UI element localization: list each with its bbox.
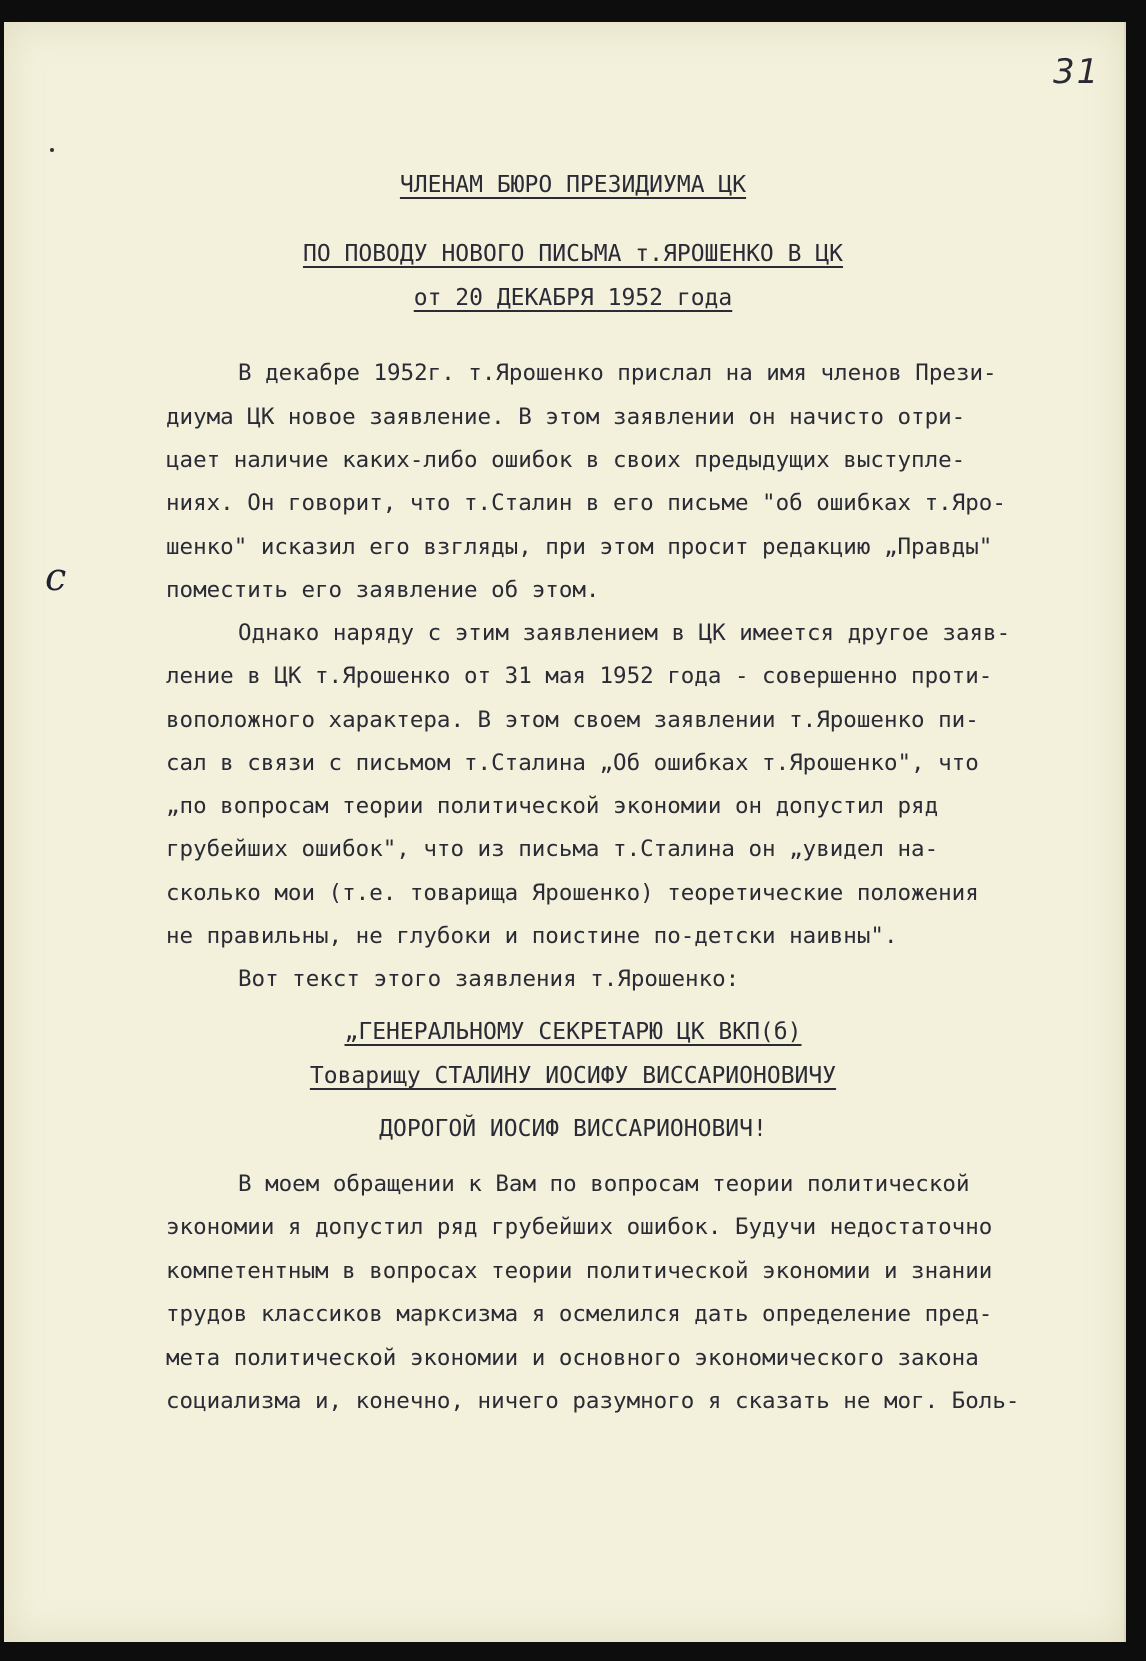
body-line: грубейших ошибок", что из письма т.Сталина он „увидел на-	[166, 836, 939, 862]
letter-salutation: ДОРОГОЙ ИОСИФ ВИССАРИОНОВИЧ!	[379, 1116, 767, 1142]
body-line: не правильны, не глубоки и поистине по-детски наивны".	[166, 923, 898, 949]
letter-addressee-name: Товарищу СТАЛИНУ ИОСИФУ ВИССАРИОНОВИЧУ	[309, 1063, 837, 1089]
body-line: Вот текст этого заявления т.Ярошенко:	[238, 966, 740, 992]
margin-handwritten-mark: с	[45, 555, 67, 599]
page-number: 31	[1053, 52, 1101, 92]
letter-line: экономии я допустил ряд грубейших ошибок. Будучи недостаточно	[166, 1214, 993, 1240]
letter-line: трудов классиков марксизма я осмелился дать определение пред-	[166, 1301, 993, 1327]
body-line: сал в связи с письмом т.Сталина „Об ошибках т.Ярошенко", что	[166, 750, 979, 776]
body-line: ниях. Он говорит, что т.Сталин в его письме "об ошибках т.Яро-	[166, 490, 1006, 516]
body-line: „по вопросам теории политической экономии он допустил ряд	[166, 793, 939, 819]
heading-subject: ПО ПОВОДУ НОВОГО ПИСЬМА т.ЯРОШЕНКО В ЦК	[302, 241, 844, 267]
body-line: диума ЦК новое заявление. В этом заявлении он начисто отри-	[166, 404, 966, 430]
body-line: В декабре 1952г. т.Ярошенко прислал на имя членов Прези-	[238, 360, 997, 386]
letter-addressee-title: „ГЕНЕРАЛЬНОМУ СЕКРЕТАРЮ ЦК ВКП(б)	[344, 1019, 802, 1045]
letter-line: социализма и, конечно, ничего разумного я сказать не мог. Боль-	[166, 1388, 1020, 1414]
body-line: Однако наряду с этим заявлением в ЦК имеется другое заяв-	[238, 620, 1011, 646]
paper-speck	[50, 148, 54, 152]
body-line: сколько мои (т.е. товарища Ярошенко) теоретические положения	[166, 880, 979, 906]
body-line: воположного характера. В этом своем заявлении т.Ярошенко пи-	[166, 707, 979, 733]
heading-date: от 20 ДЕКАБРЯ 1952 года	[413, 285, 733, 311]
letter-line: мета политической экономии и основного экономического закона	[166, 1345, 979, 1371]
body-line: цает наличие каких-либо ошибок в своих предыдущих выступле-	[166, 447, 966, 473]
letter-line: компетентным в вопросах теории политической экономии и знании	[166, 1258, 993, 1284]
body-line: ление в ЦК т.Ярошенко от 31 мая 1952 года - совершенно проти-	[166, 663, 993, 689]
letter-line: В моем обращении к Вам по вопросам теории политической	[238, 1171, 970, 1197]
body-line: поместить его заявление об этом.	[166, 577, 600, 603]
heading-addressees: ЧЛЕНАМ БЮРО ПРЕЗИДИУМА ЦК	[399, 172, 747, 198]
body-line: шенко" исказил его взгляды, при этом просит редакцию „Правды"	[166, 534, 993, 560]
